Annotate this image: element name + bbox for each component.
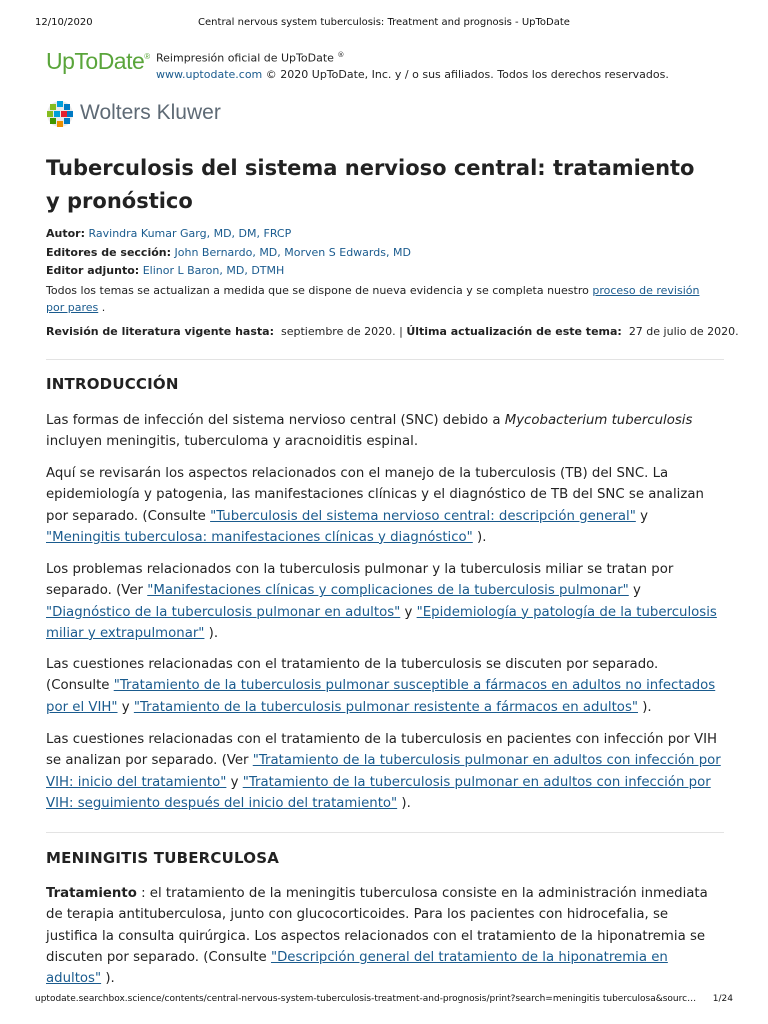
uptodate-logo: UpToDate® <box>46 48 150 74</box>
wolters-kluwer-globe-icon <box>46 100 74 128</box>
link-meningitis-manifestaciones[interactable]: "Meningitis tuberculosa: manifestaciones clínicas y diagnóstico" <box>46 529 473 545</box>
link-tratamiento-tb-susceptible[interactable]: "Tratamiento de la tuberculosis pulmonar susceptible a fármacos en adultos no infectados por el VIH" <box>46 678 716 715</box>
link-tb-pulmonar-manifestaciones[interactable]: "Manifestaciones clínicas y complicaciones de la tuberculosis pulmonar" <box>147 583 629 599</box>
author-link[interactable]: Ravindra Kumar Garg, MD, DM, FRCP <box>88 227 292 240</box>
section-heading-introduccion: INTRODUCCIÓN <box>46 375 179 393</box>
link-hiponatremia[interactable]: "Descripción general del tratamiento de la hiponatremia en adultos" <box>46 949 668 987</box>
print-date: 12/10/2020 <box>35 17 93 28</box>
link-tb-vih-inicio[interactable]: "Tratamiento de la tuberculosis pulmonar en adultos con infección por VIH: inicio del tratamiento" <box>46 753 721 790</box>
publisher-name: Wolters Kluwer <box>80 101 221 124</box>
intro-paragraph-4: Las cuestiones relacionadas con el tratamiento de la tuberculosis se discuten por separado. (Consulte "Tratamiento de la tuberculosis pulmonar susceptible a fármacos en adultos no infectados por el VIH" y "Tratamiento de la tuberculosis pulmonar resistente a fármacos en adultos" ). <box>46 657 716 715</box>
link-tratamiento-tb-resistente[interactable]: "Tratamiento de la tuberculosis pulmonar resistente a fármacos en adultos" <box>133 699 638 715</box>
print-url: uptodate.searchbox.science/contents/central-nervous-system-tuberculosis-treatment-and-prognosis/print?search=meningitis tuberculosa&sourc… <box>35 994 697 1004</box>
print-header <box>35 17 733 31</box>
divider <box>46 832 724 833</box>
divider <box>46 359 724 360</box>
link-tb-miliar[interactable]: "Epidemiología y patología de la tuberculosis miliar y extrapulmonar" <box>46 604 717 641</box>
intro-paragraph-2: Aquí se revisarán los aspectos relacionados con el manejo de la tuberculosis (TB) del SNC. La epidemiología y patogenia, las manifestaciones clínicas y el diagnóstico de TB del SNC se analizan por separado. (Consulte "Tuberculosis del sistema nervioso central: descripción general" y "Meningitis tuberculosa: manifestaciones clínicas y diagnóstico" ). <box>46 466 704 545</box>
deputy-editor-link[interactable]: Elinor L Baron, MD, DTMH <box>142 264 285 277</box>
last-update-value: 27 de julio de 2020. <box>628 325 739 338</box>
meningitis-paragraph-1: Tratamiento : el tratamiento de la meningitis tuberculosa consiste en la administración inmediata de terapia antituberculosa, junto con glucocorticoides. Para los pacientes con hidrocefalia, se justifica la consulta quirúrgica. Los aspectos relacionados con el tratamiento de la hiponatremia se discuten por separado. (Consulte "Descripción general del tratamiento de la hiponatremia en adultos" ). <box>46 886 708 987</box>
intro-paragraph-5: Las cuestiones relacionadas con el tratamiento de la tuberculosis en pacientes con infección por VIH se analizan por separado. (Ver "Tratamiento de la tuberculosis pulmonar en adultos con infección por VIH: inicio del tratamiento" y "Tratamiento de la tuberculosis pulmonar en adultos con infección por VIH: seguimiento después del inicio del tratamiento" ). <box>46 732 721 811</box>
article-meta <box>46 225 411 281</box>
link-diagnostico-tb-pulmonar[interactable]: "Diagnóstico de la tuberculosis pulmonar en adultos" <box>46 604 401 620</box>
peer-review-link[interactable]: proceso de revisión por pares <box>46 284 700 314</box>
print-page-title: Central nervous system tuberculosis: Treatment and prognosis - UpToDate <box>198 17 570 28</box>
author-label: Autor: <box>46 227 85 240</box>
review-dates: Revisión de literatura vigente hasta: septiembre de 2020. | Última actualización de este tema: 27 de julio de 2020. <box>46 325 739 338</box>
deputy-editor-label: Editor adjunto: <box>46 264 140 277</box>
link-tb-vih-seguimiento[interactable]: "Tratamiento de la tuberculosis pulmonar en adultos con infección por VIH: seguimiento después del inicio del tratamiento" <box>46 774 711 811</box>
section-heading-meningitis: MENINGITIS TUBERCULOSA <box>46 849 280 867</box>
section-editors-link[interactable]: John Bernardo, MD, Morven S Edwards, MD <box>174 245 411 259</box>
page-number: 1/24 <box>712 994 733 1004</box>
article-title: Tuberculosis del sistema nervioso central: tratamiento y pronóstico <box>46 156 695 213</box>
reprint-line: Reimpresión oficial de UpToDate <box>156 51 334 65</box>
uptodate-site-link[interactable]: www.uptodate.com <box>156 67 263 81</box>
lit-review-value: septiembre de 2020. <box>280 325 396 338</box>
intro-paragraph-1: Las formas de infección del sistema nervioso central (SNC) debido a Mycobacterium tuberculosis incluyen meningitis, tuberculoma y aracnoiditis espinal. <box>46 413 693 450</box>
intro-paragraph-3: Los problemas relacionados con la tuberculosis pulmonar y la tuberculosis miliar se tratan por separado. (Ver "Manifestaciones clínicas y complicaciones de la tuberculosis pulmonar" y "Diagnóstico de la tuberculosis pulmonar en adultos" y "Epidemiología y patología de la tuberculosis miliar y extrapulmonar" ). <box>46 562 717 641</box>
link-tb-snc-descripcion[interactable]: "Tuberculosis del sistema nervioso central: descripción general" <box>210 508 636 524</box>
print-footer <box>35 994 733 1008</box>
update-note: Todos los temas se actualizan a medida que se dispone de nueva evidencia y se completa nuestro proceso de revisión por pares . <box>46 284 700 314</box>
reprint-notice: Reimpresión oficial de UpToDate ® www.uptodate.com © 2020 UpToDate, Inc. y / o sus afiliados. Todos los derechos reservados. <box>156 51 669 81</box>
last-update-label: Última actualización de este tema: <box>406 325 622 338</box>
lit-review-label: Revisión de literatura vigente hasta: <box>46 325 274 338</box>
section-editors-label: Editores de sección: <box>46 245 172 259</box>
copyright-text: © 2020 UpToDate, Inc. y / o sus afiliados. Todos los derechos reservados. <box>265 67 669 81</box>
